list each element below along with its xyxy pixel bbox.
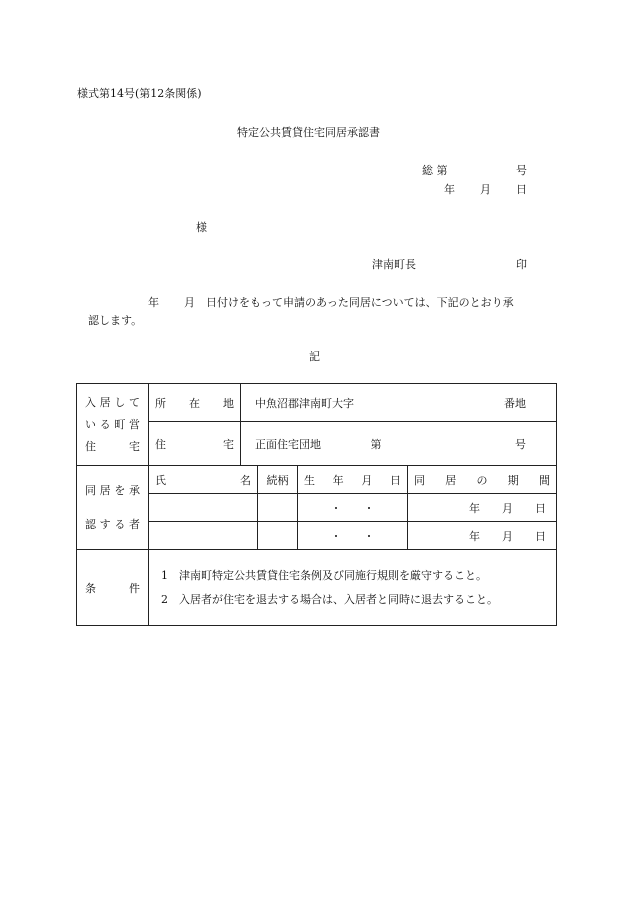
housing-mid: 第 — [370, 437, 382, 451]
seal-mark: 印 — [516, 258, 527, 271]
resident-header-line2: いる町営 — [85, 417, 140, 431]
period-cell: 年 月 日 — [408, 494, 557, 522]
conditions-label-cell — [77, 550, 149, 626]
doc-number-prefix: 総 第 — [422, 164, 448, 177]
cohabitant-header-line1: 同居を承 — [85, 483, 140, 497]
col-birth: 生年月日 — [304, 473, 401, 487]
col-name: 氏名 — [155, 473, 251, 487]
col-period: 同居の期間 — [414, 473, 550, 487]
addressee-suffix: 様 — [196, 221, 207, 234]
conditions-label: 条件 — [85, 581, 140, 595]
ki-heading: 記 — [309, 350, 320, 363]
date-month: 月 — [480, 183, 491, 196]
body-year: 年 — [148, 296, 159, 309]
birth-cell: ・ ・ — [298, 522, 408, 550]
form-number: 様式第14号(第12条関係) — [77, 87, 202, 100]
conditions-cell — [149, 550, 557, 626]
date-day: 日 — [516, 183, 527, 196]
date-year: 年 — [444, 183, 455, 196]
name-cell — [149, 522, 258, 550]
housing-value: 正面住宅団地 — [255, 437, 321, 451]
housing-label-cell — [149, 422, 241, 466]
cohabitant-header — [77, 466, 149, 550]
table-row — [77, 494, 557, 522]
body-month: 月 — [184, 296, 195, 309]
location-suffix: 番地 — [504, 396, 526, 410]
birth-cell: ・ ・ — [298, 494, 408, 522]
approval-table — [76, 383, 557, 626]
location-label-cell — [149, 384, 241, 422]
relation-cell — [258, 522, 298, 550]
relation-cell — [258, 494, 298, 522]
col-period-cell — [408, 466, 557, 494]
location-value: 中魚沼郡津南町大字 — [255, 396, 354, 410]
condition-item: 1 津南町特定公共賃貸住宅条例及び同施行規則を厳守すること。 — [161, 568, 487, 582]
housing-suffix: 号 — [515, 437, 526, 451]
col-birth-cell — [298, 466, 408, 494]
col-relation: 続柄 — [258, 466, 298, 494]
body-text: 日付けをもって申請のあった同居については、下記のとおり承 — [206, 296, 514, 309]
issuer: 津南町長 — [372, 258, 416, 271]
resident-housing-header — [77, 384, 149, 466]
housing-label: 住宅 — [155, 437, 234, 451]
name-cell — [149, 494, 258, 522]
period-cell: 年 月 日 — [408, 522, 557, 550]
location-value-cell — [241, 384, 557, 422]
cohabitant-header-line2: 認する者 — [85, 517, 140, 531]
doc-number-suffix: 号 — [516, 164, 527, 177]
table-row — [77, 522, 557, 550]
document-title: 特定公共賃貸住宅同居承認書 — [237, 126, 380, 139]
resident-header-line1: 入居して — [85, 395, 140, 409]
col-name-cell — [149, 466, 258, 494]
resident-header-line3: 住宅 — [85, 439, 140, 453]
condition-item: 2 入居者が住宅を退去する場合は、入居者と同時に退去すること。 — [161, 592, 498, 606]
body-text-continued: 認します。 — [88, 314, 143, 327]
location-label: 所在地 — [155, 396, 234, 410]
housing-value-cell — [241, 422, 557, 466]
